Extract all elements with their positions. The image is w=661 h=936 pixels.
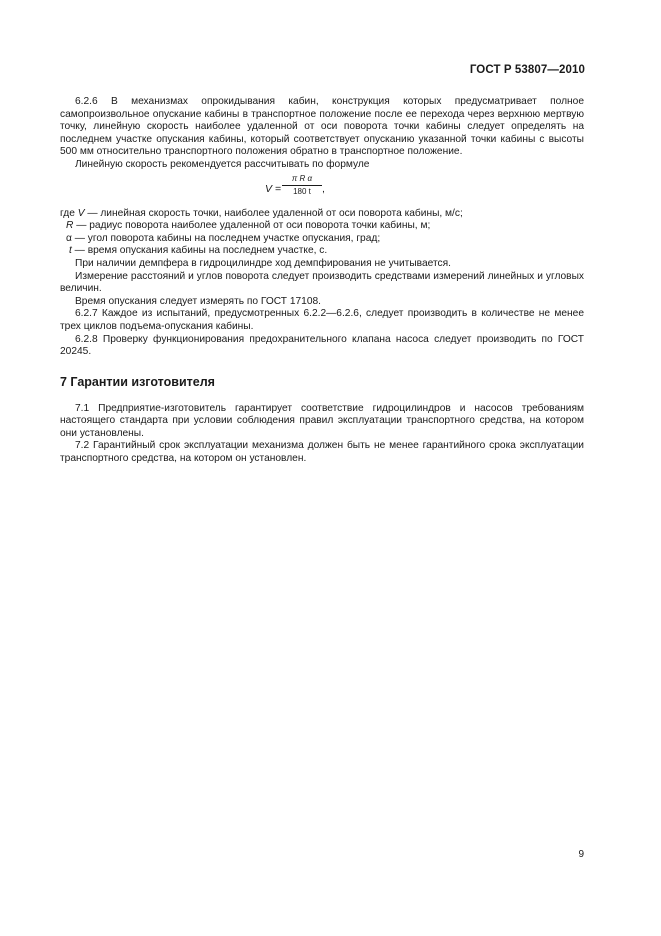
document-header: ГОСТ Р 53807—2010: [469, 64, 585, 76]
variable-desc: — линейная скорость точки, наиболее удаленной от оси поворота кабины, м/с;: [84, 207, 463, 219]
document-body: [60, 96, 584, 466]
paragraph-7-2: 7.2 Гарантийный срок эксплуатации механизма должен быть не менее гарантийного срока эксплуатации транспортного средства, на котором он установлен.: [60, 440, 584, 465]
paragraph-6-2-7: 6.2.7 Каждое из испытаний, предусмотренных 6.2.2—6.2.6, следует производить в количестве не менее трех циклов подъема-опускания кабины.: [60, 308, 584, 332]
variable-symbol: α: [66, 232, 72, 244]
variable-symbol: V: [77, 207, 85, 219]
formula-lhs: V =: [265, 182, 282, 195]
formula-fraction: [280, 174, 324, 197]
variable-row: [60, 233, 584, 246]
variable-row: [60, 220, 584, 233]
variable-row: [60, 208, 584, 221]
variable-symbol: t: [69, 245, 72, 257]
variable-desc: — угол поворота кабины на последнем участке опускания, град;: [71, 232, 381, 244]
variable-prefix: где: [60, 207, 78, 219]
note-time: Время опускания следует измерять по ГОСТ 17108.: [75, 295, 321, 307]
variable-desc: — время опускания кабины на последнем участке, с.: [71, 245, 328, 257]
paragraph-7-1: 7.1 Предприятие-изготовитель гарантирует соответствие гидроцилиндров и насосов требованиям настоящего стандарта при условии соблюдения правил эксплуатации транспортного средства, на котором они установлены.: [60, 402, 584, 439]
note-damper: При наличии демпфера в гидроцилиндре ход демпфирования не учитывается.: [75, 257, 451, 269]
variable-desc: — радиус поворота наиболее удаленной от оси поворота точки кабины, м;: [73, 220, 431, 232]
formula-denominator: 180 t: [293, 186, 311, 196]
page-number: 9: [578, 849, 584, 860]
variable-row: [60, 245, 584, 258]
note-measure: Измерение расстояний и углов поворота следует производить средствами измерений линейных и угловых величин.: [60, 270, 584, 295]
section-title: 7 Гарантии изготовителя: [60, 374, 215, 389]
paragraph-6-2-6: 6.2.6 В механизмах опрокидывания кабин, конструкция которых предусматривает полное самопроизвольное опускание кабины в транспортное положение после ее перехода через верхнюю мертвую точку, линейную скорость наиболее удаленной от оси поворота точки кабины следует определять на последнем участке опускания кабины, который соответствует опусканию указанной точки кабины с высоты 500 мм относительно транспортного положения обратно в транспортное положение.: [60, 96, 584, 158]
variable-symbol: R: [66, 220, 74, 232]
formula-numerator: π R α: [291, 173, 313, 183]
formula-comma: ,: [322, 182, 325, 195]
formula: [60, 174, 584, 208]
paragraph-6-2-8: 6.2.8 Проверку функционирования предохранительного клапана насоса следует производить по ГОСТ 20245.: [60, 333, 584, 358]
formula-intro: Линейную скорость рекомендуется рассчитывать по формуле: [75, 158, 370, 170]
